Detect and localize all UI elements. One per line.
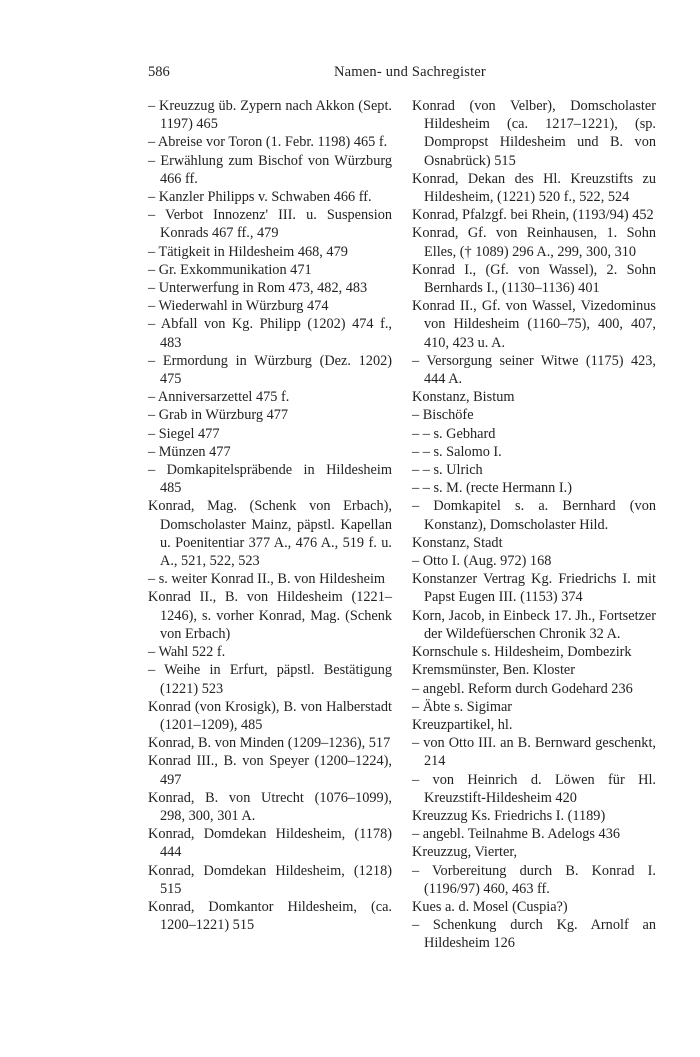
index-entry: Kreuzzug, Vierter, bbox=[412, 844, 518, 861]
index-entry: – Verbot Innozenz' III. u. Suspension Konrads 467 ff., 479 bbox=[148, 207, 392, 242]
index-entry: – Siegel 477 bbox=[148, 425, 220, 442]
index-entry: Konrad, Pfalzgf. bei Rhein, (1193/94) 452 bbox=[412, 207, 654, 224]
index-entry: – Abreise vor Toron (1. Febr. 1198) 465 f. bbox=[148, 134, 388, 151]
index-entry: Konrad (von Velber), Domscholaster Hildesheim (ca. 1217–1221), (sp. Dompropst Hildesheim und B. von Osnabrück) 515 bbox=[412, 98, 656, 169]
index-entry: Konrad, Domkantor Hildesheim, (ca. 1200–1221) 515 bbox=[148, 898, 392, 934]
index-entry: Konrad (von Krosigk), B. von Halberstadt (1201–1209), 485 bbox=[148, 698, 392, 733]
index-entry: Konrad I., (Gf. von Wassel), 2. Sohn Bernhards I., (1130–1136) 401 bbox=[412, 261, 656, 297]
index-entry: Kornschule s. Hildesheim, Dombezirk bbox=[412, 644, 632, 661]
index-entry: – Anniversarzettel 475 f. bbox=[148, 389, 290, 406]
index-entry: – – s. M. (recte Hermann I.) bbox=[412, 480, 572, 497]
index-entry: Konstanz, Stadt bbox=[412, 534, 503, 551]
index-entry: – Gr. Exkommunikation 471 bbox=[148, 261, 312, 278]
index-entry: – Wiederwahl in Würzburg 474 bbox=[148, 298, 329, 315]
index-entry: Konrad III., B. von Speyer (1200–1224), 497 bbox=[148, 753, 392, 788]
index-entry: Konrad II., B. von Hildesheim (1221–1246), s. vorher Konrad, Mag. (Schenk von Erbach) bbox=[148, 589, 392, 642]
index-entry: Konrad, Dekan des Hl. Kreuzstifts zu Hildesheim, (1221) 520 f., 522, 524 bbox=[412, 170, 656, 206]
index-column-left bbox=[148, 97, 392, 934]
index-entry: – Weihe in Erfurt, päpstl. Bestätigung (1221) 523 bbox=[148, 662, 392, 697]
index-entry: – Abfall von Kg. Philipp (1202) 474 f., 483 bbox=[148, 316, 392, 351]
index-entry: – von Otto III. an B. Bernward geschenkt, 214 bbox=[412, 735, 656, 770]
index-entry: – Kreuzzug üb. Zypern nach Akkon (Sept. 1197) 465 bbox=[148, 98, 392, 133]
index-entry: – Versorgung seiner Witwe (1175) 423, 444 A. bbox=[412, 352, 656, 388]
index-entry: – von Heinrich d. Löwen für Hl. Kreuzstift-Hildesheim 420 bbox=[412, 771, 656, 806]
index-entry: – Wahl 522 f. bbox=[148, 644, 226, 661]
page-number: 586 bbox=[148, 64, 170, 80]
index-entry: Konrad, Domdekan Hildesheim, (1178) 444 bbox=[148, 826, 392, 861]
index-entry: Kreuzzug Ks. Friedrichs I. (1189) bbox=[412, 807, 606, 824]
index-entry: – angebl. Teilnahme B. Adelogs 436 bbox=[412, 826, 620, 843]
index-entry: Kues a. d. Mosel (Cuspia?) bbox=[412, 898, 568, 915]
index-entry: – Otto I. (Aug. 972) 168 bbox=[412, 553, 552, 570]
index-column-right bbox=[412, 97, 656, 953]
index-entry: Konrad, B. von Utrecht (1076–1099), 298, 300, 301 A. bbox=[148, 789, 392, 824]
index-entry: – – s. Gebhard bbox=[412, 425, 496, 442]
index-entry: Konrad, Gf. von Reinhausen, 1. Sohn Elles, († 1089) 296 A., 299, 300, 310 bbox=[412, 225, 656, 260]
index-entry: Konstanzer Vertrag Kg. Friedrichs I. mit Papst Eugen III. (1153) 374 bbox=[412, 571, 656, 606]
index-entry: – – s. Ulrich bbox=[412, 462, 483, 479]
index-entry: – Domkapitelspräbende in Hildesheim 485 bbox=[148, 462, 392, 497]
index-entry: – Ermordung in Würzburg (Dez. 1202) 475 bbox=[148, 352, 392, 388]
index-entry: – Kanzler Philipps v. Schwaben 466 ff. bbox=[148, 189, 372, 206]
index-entry: – Äbte s. Sigimar bbox=[412, 698, 513, 715]
index-entry: – – s. Salomo I. bbox=[412, 443, 502, 460]
index-entry: – Bischöfe bbox=[412, 407, 474, 424]
index-entry: Kremsmünster, Ben. Kloster bbox=[412, 662, 576, 679]
index-entry: – Unterwerfung in Rom 473, 482, 483 bbox=[148, 280, 368, 297]
index-entry: – Erwählung zum Bischof von Würzburg 466 ff. bbox=[148, 152, 392, 187]
index-entry: – Münzen 477 bbox=[148, 443, 231, 460]
index-entry: – Vorbereitung durch B. Konrad I. (1196/97) 460, 463 ff. bbox=[412, 862, 656, 897]
index-entry: Konrad, B. von Minden (1209–1236), 517 bbox=[148, 735, 391, 752]
index-entry: Konrad, Mag. (Schenk von Erbach), Domscholaster Mainz, päpstl. Kapellan u. Poenitentiar 377 A., 476 A., 519 f. u. A., 521, 522, 523 bbox=[148, 498, 392, 570]
index-entry: – Domkapitel s. a. Bernhard (von Konstanz), Domscholaster Hild. bbox=[412, 498, 656, 533]
running-title: Namen- und Sachregister bbox=[334, 64, 486, 80]
index-entry: – Grab in Würzburg 477 bbox=[148, 407, 289, 424]
index-entry: Konrad, Domdekan Hildesheim, (1218) 515 bbox=[148, 862, 392, 897]
index-entry: – s. weiter Konrad II., B. von Hildesheim bbox=[148, 571, 386, 588]
index-entry: – Schenkung durch Kg. Arnolf an Hildesheim 126 bbox=[412, 917, 656, 952]
index-entry: – Tätigkeit in Hildesheim 468, 479 bbox=[148, 243, 348, 260]
index-entry: Korn, Jacob, in Einbeck 17. Jh., Fortsetzer der Wildefüerschen Chronik 32 A. bbox=[412, 607, 656, 642]
index-entry: – angebl. Reform durch Godehard 236 bbox=[412, 680, 633, 697]
index-entry: Kreuzpartikel, hl. bbox=[412, 716, 513, 733]
index-entry: Konstanz, Bistum bbox=[412, 389, 515, 406]
index-entry: Konrad II., Gf. von Wassel, Vizedominus von Hildesheim (1160–75), 400, 407, 410, 423 u. A. bbox=[412, 298, 656, 351]
